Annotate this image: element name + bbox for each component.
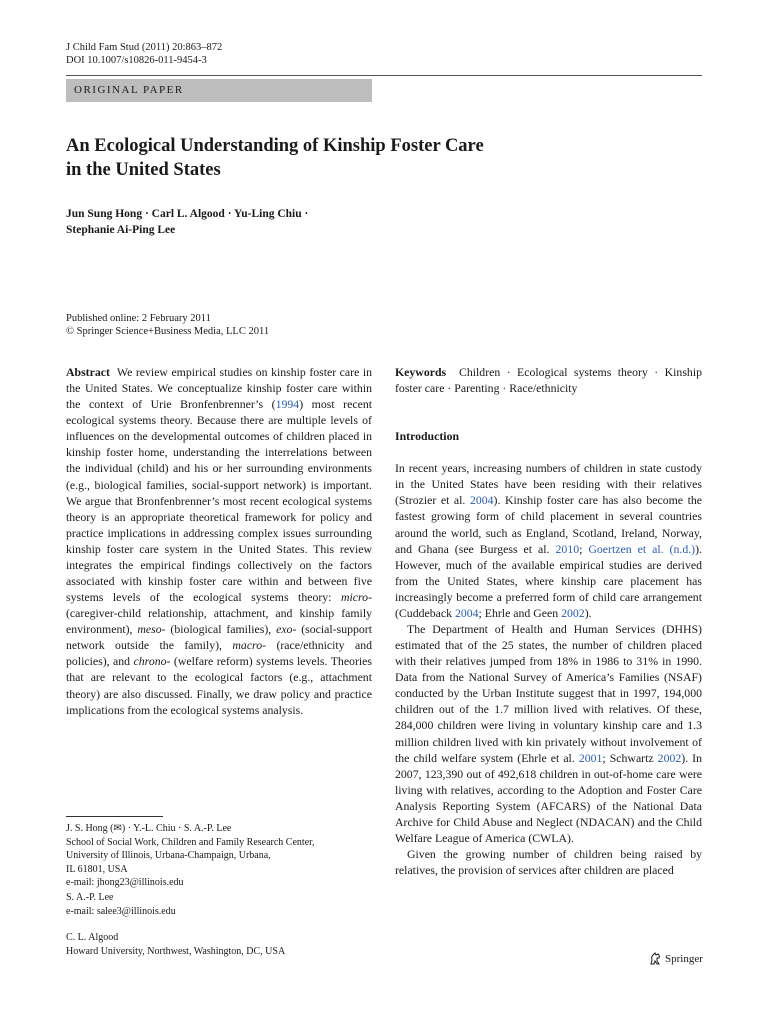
doi-line: DOI 10.1007/s10826-011-9454-3 <box>66 55 207 67</box>
paragraph-text: ; Ehrle and Geen <box>478 605 562 620</box>
right-column <box>395 364 702 878</box>
abstract-body: (biological families), <box>165 622 277 637</box>
authors-line: Stephanie Ai-Ping Lee <box>66 224 176 236</box>
abstract-body: (welfare reform) systems levels. Theories that are relevant to the ecological factors (e.g., attachment theory) are also discussed. Finally, we draw policy and practice implications from the ecological systems analysis. <box>66 654 372 717</box>
citation-link[interactable]: 2002 <box>657 750 682 765</box>
paragraph-text: ; Schwartz <box>602 750 658 765</box>
abstract-body: ) most recent ecological systems theory. Because there are multiple levels of influences on the developmental outcomes of children placed in kinship foster home, understanding the interrelations between the individual (child) and his or her surrounding environments (e.g., biological families, social-support network) is important. We argue that Bronfenbrenner’s most recent ecological systems theory is an appropriate theoretical framework for policy and practice implications in addressing complex issues surrounding kinship foster care system in the United States. This review integrates the empirical findings collectively on the factors associated with kinship foster care within and between five systems levels of the ecological systems theory: <box>66 397 372 605</box>
email-link[interactable]: e-mail: jhong23@illinois.edu <box>66 877 184 889</box>
publisher-mark <box>648 952 703 966</box>
citation-link[interactable]: 2004 <box>469 493 494 508</box>
abstract-body: We review empirical studies on kinship foster care in the United States. We conceptualize kinship foster care within the context of Urie Bronfenbrenner’s ( <box>66 365 372 412</box>
paragraph-text: In recent years, increasing numbers of children in state custody in the United States have been residing with their relatives (Strozier et al. <box>395 461 702 508</box>
paragraph-text: ). In 2007, 123,390 out of 492,618 children in out-of-home care were living with relatives, according to the Adoption and Foster Care Analysis Reporting System (AFCARS) of the National Data Archive for Child Abuse and Neglect (NDACAN) and the Child Welfare League of America (CWLA). <box>395 750 703 846</box>
affiliation-names: C. L. Algood <box>66 932 119 943</box>
affiliation-names: J. S. Hong (✉) · Y.-L. Chiu · S. A.-P. Lee <box>66 823 232 834</box>
article-type-banner <box>66 79 372 102</box>
published-date: Published online: 2 February 2011 <box>66 313 211 324</box>
author-affiliation <box>66 891 372 918</box>
abstract-body: (race/ethnicity and policies), and <box>66 638 372 669</box>
abstract-body: (social-support network outside the family), <box>66 622 373 653</box>
paragraph-text: The Department of Health and Human Services (DHHS) estimated that of the 25 states, the number of children placed with their relatives jumped from 18% in 1986 to 31% in 1990. Data from the National Survey of America’s Families (NSAF) conducted by the Urban Institute suggest that in 1997, 194,000 children out of the 1.7 million lived with relatives. Of these, 284,000 children were living in voluntary kinship care and 1.3 million children lived with kin privately without involvement of the child welfare system (Ehrle et al. <box>395 622 702 765</box>
affiliation-line: IL 61801, USA <box>66 863 128 875</box>
journal-citation <box>66 41 222 68</box>
springer-horse-icon <box>648 952 662 966</box>
affiliation-line: University of Illinois, Urbana-Champaign, Urbana, <box>66 850 271 862</box>
abstract-body: (caregiver-child relationship, attachment, and kinship family environment), <box>66 606 372 637</box>
term-micro: micro- <box>340 590 372 605</box>
term-chrono: chrono- <box>133 654 171 669</box>
publication-info <box>66 312 269 339</box>
paragraph <box>395 621 702 846</box>
email-link[interactable]: e-mail: salee3@illinois.edu <box>66 905 176 917</box>
citation-link[interactable]: 2002 <box>561 605 585 620</box>
publisher-name: Springer <box>665 953 703 965</box>
affiliation-line: School of Social Work, Children and Family Research Center, <box>66 836 315 848</box>
article-title <box>66 134 666 182</box>
author-affiliation <box>66 822 372 890</box>
author-list <box>66 206 486 238</box>
abstract-text <box>66 364 372 718</box>
citation-link[interactable]: 2010 <box>555 541 580 556</box>
copyright-line: © Springer Science+Business Media, LLC 2011 <box>66 326 270 338</box>
term-exo: exo- <box>276 622 297 637</box>
affiliation-names: S. A.-P. Lee <box>66 892 114 903</box>
abstract-section <box>66 364 372 718</box>
paragraph-text: ). Kinship foster care has also become the fastest growing form of child placement in several countries around the world, such as England, Scotland, Ireland, Norway, and Ghana (see Burgess et al. <box>395 493 702 556</box>
paragraph <box>395 460 702 621</box>
term-macro: macro- <box>232 638 267 653</box>
paragraph: Given the growing number of children being raised by relatives, the provision of services after children are placed <box>395 847 702 878</box>
keywords-heading: Keywords <box>395 365 447 379</box>
citation-link[interactable]: 1994 <box>275 397 300 412</box>
paragraph-text: ; <box>579 541 589 556</box>
keywords-list: Children · Ecological systems theory · Kinship foster care · Parenting · Race/ethnicity <box>395 365 702 396</box>
term-meso: meso- <box>137 622 166 637</box>
citation-link[interactable]: 2004 <box>454 605 479 620</box>
article-type-label: ORIGINAL PAPER <box>74 84 184 96</box>
citation-link[interactable]: 2001 <box>578 750 603 765</box>
authors-line: Jun Sung Hong · Carl L. Algood · Yu-Ling Chiu · <box>66 208 309 220</box>
affiliation-line: Howard University, Northwest, Washington, DC, USA <box>66 945 286 957</box>
footnote-rule <box>66 816 163 817</box>
keywords <box>395 364 702 396</box>
title-line: in the United States <box>66 160 221 180</box>
author-affiliation <box>66 931 372 958</box>
citation-link[interactable]: Goertzen et al. (n.d.) <box>588 541 696 556</box>
header-rule <box>66 75 702 76</box>
paragraph-text: ). However, much of the available empirical studies are derived from the United States, where kinship care placement has increasingly become a preferred form of child care arrangement (Cuddeback <box>395 541 702 620</box>
abstract-heading: Abstract <box>66 365 110 379</box>
paragraph-text: ). <box>584 605 592 620</box>
journal-line: J Child Fam Stud (2011) 20:863–872 <box>66 42 223 53</box>
introduction-heading: Introduction <box>395 429 460 444</box>
title-line: An Ecological Understanding of Kinship Foster Care <box>66 136 484 156</box>
